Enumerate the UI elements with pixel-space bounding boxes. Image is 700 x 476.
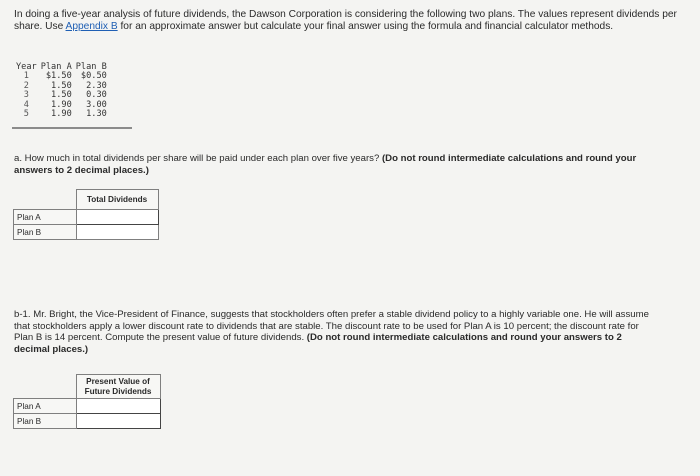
total-dividends-header: Total Dividends: [76, 190, 158, 210]
year-cell: 4: [23, 99, 29, 110]
question-a-instruction: (Do not round intermediate calculations and round your answers to 2 decimal places.): [14, 153, 637, 176]
plan-b-label: Plan B: [14, 225, 77, 240]
year-cell: 1: [23, 71, 29, 82]
plan-a-cell: 1.50: [51, 90, 72, 101]
header-plan-a: Plan A: [40, 62, 72, 72]
plan-b-pv-input[interactable]: [77, 416, 160, 426]
plan-b-cell: 0.30: [86, 90, 107, 101]
table-row: [14, 414, 161, 429]
plan-a-label: Plan A: [14, 210, 77, 225]
plan-a-total-input[interactable]: [77, 212, 158, 222]
year-cell: 3: [23, 90, 29, 101]
plan-a-pv-input[interactable]: [77, 401, 160, 411]
intro-text-before: In doing a five-year analysis of future dividends, the Dawson Corporation is considering the following two plans. The values represent dividends per share. Use: [14, 9, 677, 32]
plan-a-cell: $1.50: [45, 71, 72, 82]
plan-a-total-cell[interactable]: [76, 210, 158, 225]
table-row: [14, 210, 159, 225]
present-value-header: [76, 375, 160, 399]
header-year: Year: [16, 62, 37, 72]
present-value-table: [13, 374, 161, 429]
year-cell: 2: [23, 80, 29, 91]
question-b1-instruction: (Do not round intermediate calculations and round your answers to 2 decimal places.): [14, 332, 622, 355]
plan-a-pv-cell[interactable]: [76, 399, 160, 414]
year-cell: 5: [23, 109, 29, 120]
present-value-header-line1: Present Value of: [86, 377, 150, 386]
appendix-b-link[interactable]: Appendix B: [65, 20, 118, 32]
total-dividends-table: [13, 189, 159, 240]
plan-b-cell: 2.30: [86, 80, 107, 91]
plan-b-cell: $0.50: [80, 71, 107, 82]
plan-a-cell: 1.50: [51, 80, 72, 91]
question-a-text: a. How much in total dividends per share will be paid under each plan over five years?: [14, 153, 382, 164]
plan-a-cell: 1.90: [51, 99, 72, 110]
plan-b-total-input[interactable]: [77, 227, 158, 237]
dividend-table: [14, 63, 109, 119]
table-row: [14, 399, 161, 414]
table-row: [14, 110, 109, 119]
plan-b-label: Plan B: [14, 414, 77, 429]
blank-corner: [14, 190, 77, 210]
present-value-header-line2: Future Dividends: [84, 386, 152, 396]
blank-corner: [14, 375, 77, 399]
plan-a-cell: 1.90: [51, 109, 72, 120]
question-b1: [14, 309, 654, 355]
plan-b-pv-cell[interactable]: [76, 414, 160, 429]
problem-intro: [14, 9, 686, 32]
header-plan-b: Plan B: [75, 62, 107, 72]
table-divider: [12, 127, 132, 129]
question-b1-text: b-1. Mr. Bright, the Vice-President of Finance, suggests that stockholders often prefer a stable dividend policy to a highly variable one. He will assume that stockholders apply a lower discount rate to dividends that are stable. The discount rate to be used for Plan A is 10 percent; the discount rate for Plan B is 14 percent. Compute the present value of future dividends.: [14, 309, 649, 343]
question-a: [14, 153, 654, 176]
plan-b-total-cell[interactable]: [76, 225, 158, 240]
plan-b-cell: 1.30: [86, 109, 107, 120]
intro-text-after: for an approximate answer but calculate your final answer using the formula and financial calculator methods.: [117, 20, 614, 32]
table-row: [14, 225, 159, 240]
plan-b-cell: 3.00: [86, 99, 107, 110]
plan-a-label: Plan A: [14, 399, 77, 414]
